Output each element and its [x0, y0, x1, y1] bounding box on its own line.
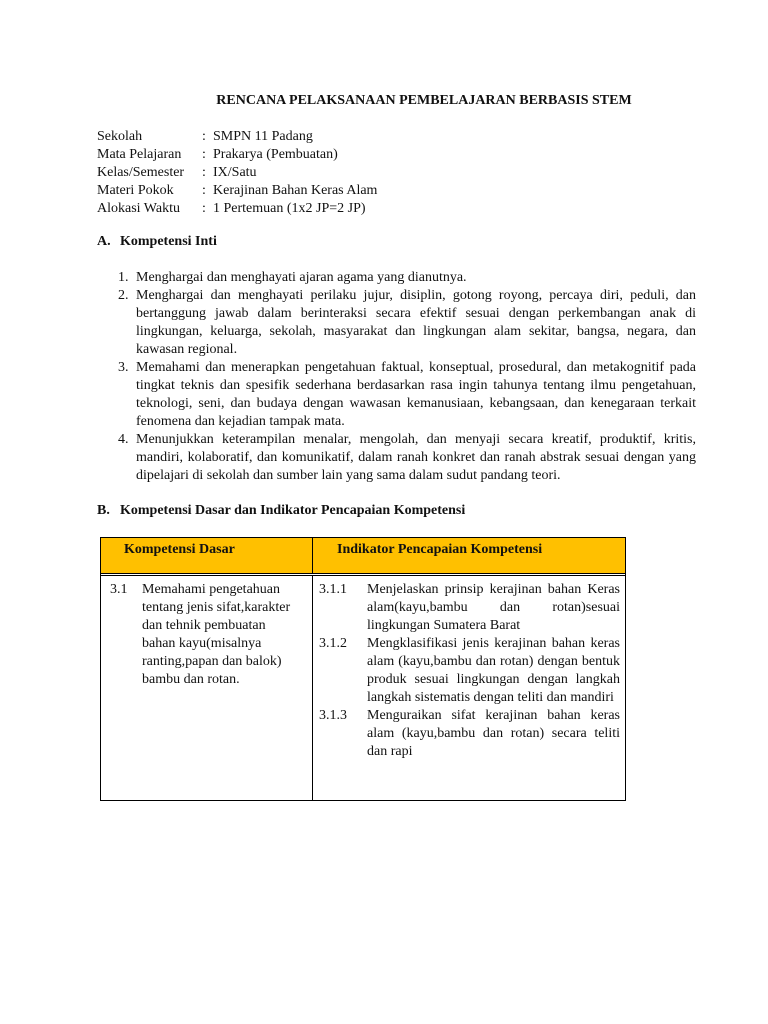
info-value: Kerajinan Bahan Keras Alam [213, 183, 378, 198]
info-label: Materi Pokok [97, 183, 174, 198]
info-colon: : [202, 129, 206, 144]
info-label: Alokasi Waktu [97, 201, 180, 216]
identity-block [97, 128, 377, 218]
info-value: SMPN 11 Padang [213, 129, 313, 144]
list-text: Memahami dan menerapkan pengetahuan faktual, konseptual, prosedural, dan metakognitif pada tingkat teknis dan spesifik sederhana berdasarkan rasa ingin tahunya tentang ilmu pengetahuan, teknologi, seni, dan budaya dengan wawasan kemanusiaan, kebangsaan, dan kenegaraan terkait fenomena dan kejadian tampak mata. [136, 360, 696, 429]
list-text: Menghargai dan menghayati ajaran agama yang dianutnya. [136, 270, 467, 285]
indicator-text: Menjelaskan prinsip kerajinan bahan Keras alam(kayu,bambu dan rotan)sesuai lingkungan Sumatera Barat [367, 582, 620, 633]
indicator-entry [319, 635, 620, 707]
table-header [101, 538, 625, 574]
indicator-code: 3.1.3 [319, 708, 347, 723]
info-label: Mata Pelajaran [97, 147, 182, 162]
section-heading-b [97, 503, 465, 519]
section-number: B. [97, 503, 110, 518]
kd-cell [101, 576, 313, 801]
info-label: Sekolah [97, 129, 143, 144]
page-title: RENCANA PELAKSANAAN PEMBELAJARAN BERBASIS STEM [216, 93, 632, 108]
list-item [118, 269, 696, 287]
section-title: Kompetensi Inti [120, 234, 217, 249]
info-colon: : [202, 183, 206, 198]
list-text: Menunjukkan keterampilan menalar, mengolah, dan menyaji secara kreatif, produktif, kritis, mandiri, kolaboratif, dan komunikatif, dalam ranah konkret dan ranah abstrak sesuai dengan yang dipelajari di sekolah dan sumber lain yang sama dalam sudut pandang teori. [136, 432, 696, 483]
kompetensi-inti-list [118, 269, 696, 485]
indicator-entry [319, 581, 620, 635]
info-row-mata-pelajaran [97, 146, 377, 164]
list-number: 2. [118, 288, 129, 303]
info-row-materi-pokok [97, 182, 377, 200]
list-item [118, 287, 696, 359]
indicator-code: 3.1.2 [319, 636, 347, 651]
info-row-kelas-semester [97, 164, 377, 182]
info-colon: : [202, 147, 206, 162]
indicator-text: Menguraikan sifat kerajinan bahan keras alam (kayu,bambu dan rotan) secara teliti dan rapi [367, 708, 620, 759]
info-colon: : [202, 201, 206, 216]
header-indikator: Indikator Pencapaian Kompetensi [337, 542, 543, 557]
list-number: 1. [118, 270, 129, 285]
header-kompetensi-dasar: Kompetensi Dasar [101, 538, 313, 573]
info-row-sekolah [97, 128, 377, 146]
kd-table [100, 537, 626, 801]
list-text: Menghargai dan menghayati perilaku jujur, disiplin, gotong royong, percaya diri, peduli, dan bertanggung jawab dalam berinteraksi secara efektif sesuai dengan perkembangan anak di lingkungan, keluarga, sekolah, masyarakat dan lingkungan alam sekitar, bangsa, negara, dan kawasan regional. [136, 288, 696, 357]
section-number: A. [97, 234, 111, 249]
info-value: Prakarya (Pembuatan) [213, 147, 338, 162]
section-heading-a [97, 234, 217, 250]
indicator-code: 3.1.1 [319, 582, 347, 597]
info-label: Kelas/Semester [97, 165, 185, 180]
kd-code: 3.1 [110, 582, 128, 597]
list-number: 4. [118, 432, 129, 447]
info-colon: : [202, 165, 206, 180]
indicator-entry [319, 707, 620, 761]
table-row [101, 575, 625, 801]
list-item [118, 359, 696, 431]
list-number: 3. [118, 360, 129, 375]
info-row-alokasi-waktu [97, 200, 377, 218]
indicator-text: Mengklasifikasi jenis kerajinan bahan keras alam (kayu,bambu dan rotan) dengan bentuk produk sesuai lingkungan dengan langkah langkah sistematis dengan teliti dan mandiri [367, 636, 620, 705]
list-item [118, 431, 696, 485]
kd-entry [110, 581, 312, 689]
indicator-cell [313, 576, 625, 801]
kd-text: Memahami pengetahuan tentang jenis sifat,karakter dan tehnik pembuatan bahan kayu(misalnya ranting,papan dan balok) bambu dan rotan. [142, 582, 291, 687]
section-title: Kompetensi Dasar dan Indikator Pencapaian Kompetensi [120, 503, 466, 518]
info-value: 1 Pertemuan (1x2 JP=2 JP) [213, 201, 366, 216]
info-value: IX/Satu [213, 165, 257, 180]
